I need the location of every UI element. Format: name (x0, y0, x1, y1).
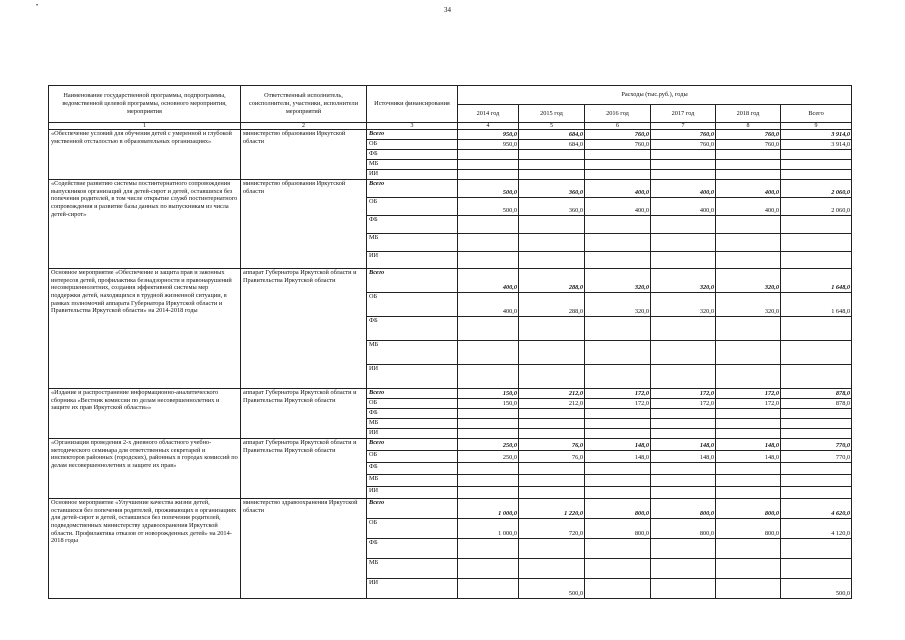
column-index: 3 (367, 123, 458, 130)
year-value-cell (585, 160, 651, 170)
year-value-cell (458, 429, 519, 439)
year-value-cell (716, 409, 781, 419)
funding-source: Всего (367, 180, 458, 198)
year-value-cell: 950,0 (458, 140, 519, 150)
header-name: Наименование государственной программы, подпрограммы, ведомственной целевой программы, основного мероприятия, мероприятия (49, 86, 241, 123)
measure-name: «Издание и распространение информационно-аналитического сборника «Вестник комиссии по делам несовершеннолетних и защите их прав Иркутской области»» (49, 389, 241, 439)
year-value-cell: 800,0 (585, 519, 651, 539)
column-index: 9 (781, 123, 852, 130)
total-cell (781, 475, 852, 487)
year-value-cell: 320,0 (585, 269, 651, 293)
funding-source: МБ (367, 234, 458, 252)
year-value-cell: 212,0 (519, 389, 585, 399)
total-cell: 2 060,0 (781, 198, 852, 216)
year-value-cell (458, 317, 519, 341)
year-value-cell (651, 419, 716, 429)
year-value-cell: 320,0 (716, 269, 781, 293)
year-value-cell: 1 220,0 (519, 499, 585, 519)
year-value-cell (458, 539, 519, 559)
total-cell: 770,0 (781, 451, 852, 463)
year-value-cell: 400,0 (716, 198, 781, 216)
year-value-cell (585, 579, 651, 599)
year-value-cell (651, 539, 716, 559)
year-value-cell: 288,0 (519, 269, 585, 293)
year-value-cell (651, 150, 716, 160)
year-value-cell (585, 559, 651, 579)
year-value-cell: 360,0 (519, 198, 585, 216)
total-cell (781, 409, 852, 419)
year-value-cell (519, 463, 585, 475)
total-cell: 3 914,0 (781, 140, 852, 150)
year-value-cell: 172,0 (585, 389, 651, 399)
year-value-cell: 800,0 (716, 519, 781, 539)
year-value-cell (651, 487, 716, 499)
year-value-cell: 172,0 (651, 399, 716, 409)
year-value-cell: 684,0 (519, 140, 585, 150)
funding-source: ОБ (367, 140, 458, 150)
funding-source: ОБ (367, 293, 458, 317)
year-value-cell: 1 000,0 (458, 499, 519, 519)
year-value-cell: 400,0 (716, 180, 781, 198)
total-cell (781, 429, 852, 439)
total-cell: 1 648,0 (781, 269, 852, 293)
year-value-cell (585, 252, 651, 269)
year-value-cell (716, 487, 781, 499)
funding-source: Всего (367, 389, 458, 399)
funding-source: МБ (367, 419, 458, 429)
year-value-cell (585, 341, 651, 365)
year-value-cell: 1 000,0 (458, 519, 519, 539)
year-value-cell (519, 409, 585, 419)
year-value-cell: 500,0 (458, 180, 519, 198)
measure-name: «Содействие развитию системы постинтернатного сопровождения выпускников организаций для детей-сирот и детей, оставшихся без попечения родителей, в том числе открытие служб постинтернатного сопровождения и развитие базы данных по выпускникам из числа детей-сирот» (49, 180, 241, 269)
measure-name: «Обеспечение условий для обучения детей с умеренной и глубокой умственной отсталостью в образовательных организациях» (49, 130, 241, 180)
year-value-cell: 684,0 (519, 130, 585, 140)
total-cell: 4 120,0 (781, 519, 852, 539)
table-row (49, 180, 852, 198)
year-value-cell (585, 487, 651, 499)
column-index: 7 (651, 123, 716, 130)
measure-executor: аппарат Губернатора Иркутской области и Правительства Иркутской области (241, 389, 367, 439)
year-value-cell (716, 463, 781, 475)
column-index: 4 (458, 123, 519, 130)
year-value-cell: 400,0 (458, 269, 519, 293)
year-value-cell: 148,0 (585, 439, 651, 451)
year-value-cell (651, 429, 716, 439)
year-value-cell: 172,0 (651, 389, 716, 399)
year-value-cell: 320,0 (716, 293, 781, 317)
total-cell: 878,0 (781, 389, 852, 399)
year-value-cell: 800,0 (651, 519, 716, 539)
total-cell (781, 150, 852, 160)
column-index: 1 (49, 123, 241, 130)
total-cell (781, 539, 852, 559)
table-row (49, 269, 852, 293)
year-value-cell (716, 475, 781, 487)
financing-table (48, 85, 852, 599)
total-cell (781, 170, 852, 180)
year-value-cell: 400,0 (458, 293, 519, 317)
year-value-cell (651, 216, 716, 234)
year-value-cell: 76,0 (519, 439, 585, 451)
year-value-cell (716, 150, 781, 160)
funding-source: ОБ (367, 451, 458, 463)
year-value-cell (716, 252, 781, 269)
total-cell (781, 317, 852, 341)
year-value-cell: 760,0 (651, 130, 716, 140)
column-index: 6 (585, 123, 651, 130)
year-value-cell (458, 170, 519, 180)
year-value-cell: 360,0 (519, 180, 585, 198)
header-year: 2017 год (651, 105, 716, 123)
measure-executor: министерство образования Иркутской области (241, 130, 367, 180)
funding-source: Всего (367, 269, 458, 293)
year-value-cell (519, 559, 585, 579)
year-value-cell (458, 365, 519, 389)
total-cell: 2 060,0 (781, 180, 852, 198)
funding-source: ФБ (367, 539, 458, 559)
year-value-cell (458, 463, 519, 475)
year-value-cell: 760,0 (585, 130, 651, 140)
funding-source: ФБ (367, 150, 458, 160)
year-value-cell: 150,0 (458, 389, 519, 399)
year-value-cell (716, 170, 781, 180)
measure-name: «Организация проведения 2-х дневного областного учебно-методического семинара для ответственных секретарей и инспекторов районных (городских), районных в городах комиссий по делам несовершеннолетних и защите их прав» (49, 439, 241, 499)
total-cell (781, 365, 852, 389)
year-value-cell (585, 234, 651, 252)
funding-source: МБ (367, 160, 458, 170)
total-cell (781, 559, 852, 579)
year-value-cell (519, 170, 585, 180)
year-value-cell (585, 463, 651, 475)
funding-source: Всего (367, 130, 458, 140)
year-value-cell (458, 216, 519, 234)
total-cell (781, 160, 852, 170)
funding-source: ФБ (367, 409, 458, 419)
year-value-cell (585, 429, 651, 439)
header-year: 2018 год (716, 105, 781, 123)
funding-source: МБ (367, 475, 458, 487)
total-cell (781, 234, 852, 252)
year-value-cell (458, 579, 519, 599)
year-value-cell (716, 365, 781, 389)
header-year: Всего (781, 105, 852, 123)
funding-source: ИИ (367, 252, 458, 269)
year-value-cell: 500,0 (519, 579, 585, 599)
header-source: Источники финансирования (367, 86, 458, 123)
year-value-cell (458, 409, 519, 419)
measure-name: Основное мероприятие «Улучшение качества жизни детей, оставшихся без попечения родителей, проживающих в организациях для детей-сирот и детей, оставшихся без попечения родителей, подведомственных министерству здравоохранения Иркутской области. Профилактика отказов от новорожденных детей» на 2014-2018 годы (49, 499, 241, 599)
funding-source: МБ (367, 559, 458, 579)
funding-source: ОБ (367, 519, 458, 539)
year-value-cell (519, 160, 585, 170)
year-value-cell (651, 463, 716, 475)
funding-source: МБ (367, 341, 458, 365)
total-cell (781, 252, 852, 269)
total-cell (781, 216, 852, 234)
column-index: 5 (519, 123, 585, 130)
year-value-cell (716, 559, 781, 579)
total-cell (781, 419, 852, 429)
year-value-cell: 400,0 (651, 198, 716, 216)
year-value-cell (519, 487, 585, 499)
year-value-cell (458, 475, 519, 487)
table-row (49, 439, 852, 451)
year-value-cell: 500,0 (458, 198, 519, 216)
year-value-cell (519, 341, 585, 365)
measure-name: Основное мероприятие «Обеспечение и защита прав и законных интересов детей, профилактика безнадзорности и правонарушений несовершеннолетних, создания эффективной системы мер поддержки детей, находящихся в трудной жизненной ситуации, в рамках полномочий аппарата Губернатора Иркутской области и Правительства Иркутской области» на 2014-2018 годы (49, 269, 241, 389)
year-value-cell (458, 252, 519, 269)
funding-source: ИИ (367, 170, 458, 180)
year-value-cell (651, 579, 716, 599)
year-value-cell: 400,0 (585, 180, 651, 198)
funding-source: ИИ (367, 429, 458, 439)
year-value-cell (585, 475, 651, 487)
year-value-cell: 76,0 (519, 451, 585, 463)
year-value-cell: 320,0 (585, 293, 651, 317)
year-value-cell (651, 341, 716, 365)
year-value-cell (458, 559, 519, 579)
year-value-cell: 800,0 (651, 499, 716, 519)
measure-executor: аппарат Губернатора Иркутской области и Правительства Иркутской области (241, 269, 367, 389)
header-year: 2014 год (458, 105, 519, 123)
year-value-cell (519, 429, 585, 439)
year-value-cell: 320,0 (651, 293, 716, 317)
year-value-cell (519, 216, 585, 234)
measure-executor: аппарат Губернатора Иркутской области и Правительства Иркутской области (241, 439, 367, 499)
year-value-cell (458, 234, 519, 252)
funding-source: ОБ (367, 399, 458, 409)
year-value-cell: 760,0 (716, 140, 781, 150)
header-year: 2015 год (519, 105, 585, 123)
year-value-cell: 250,0 (458, 451, 519, 463)
year-value-cell (716, 341, 781, 365)
year-value-cell (651, 475, 716, 487)
total-cell: 770,0 (781, 439, 852, 451)
measure-executor: министерство здравоохранения Иркутской области (241, 499, 367, 599)
total-cell (781, 487, 852, 499)
year-value-cell (716, 317, 781, 341)
total-cell: 3 914,0 (781, 130, 852, 140)
year-value-cell (585, 539, 651, 559)
year-value-cell: 148,0 (716, 451, 781, 463)
year-value-cell (716, 579, 781, 599)
funding-source: ИИ (367, 487, 458, 499)
year-value-cell: 800,0 (585, 499, 651, 519)
year-value-cell (716, 539, 781, 559)
year-value-cell (519, 150, 585, 160)
year-value-cell (716, 234, 781, 252)
table-row (49, 389, 852, 399)
year-value-cell (519, 252, 585, 269)
year-value-cell (458, 419, 519, 429)
year-value-cell: 760,0 (716, 130, 781, 140)
year-value-cell (458, 160, 519, 170)
year-value-cell (651, 365, 716, 389)
year-value-cell (585, 150, 651, 160)
year-value-cell (651, 317, 716, 341)
header-expenses: Расходы (тыс.руб.), годы (458, 86, 852, 105)
year-value-cell: 288,0 (519, 293, 585, 317)
year-value-cell (458, 150, 519, 160)
year-value-cell: 720,0 (519, 519, 585, 539)
funding-source: ФБ (367, 216, 458, 234)
year-value-cell: 400,0 (585, 198, 651, 216)
year-value-cell (519, 234, 585, 252)
year-value-cell (651, 252, 716, 269)
total-cell: 500,0 (781, 579, 852, 599)
scan-speck: • (36, 3, 39, 9)
total-cell: 1 648,0 (781, 293, 852, 317)
year-value-cell (585, 317, 651, 341)
year-value-cell (519, 539, 585, 559)
year-value-cell: 760,0 (651, 140, 716, 150)
year-value-cell (651, 559, 716, 579)
year-value-cell (585, 216, 651, 234)
funding-source: Всего (367, 439, 458, 451)
year-value-cell (716, 160, 781, 170)
year-value-cell: 800,0 (716, 499, 781, 519)
year-value-cell: 250,0 (458, 439, 519, 451)
header-year: 2016 год (585, 105, 651, 123)
year-value-cell: 950,0 (458, 130, 519, 140)
year-value-cell: 172,0 (585, 399, 651, 409)
total-cell (781, 341, 852, 365)
page-number: 34 (444, 6, 451, 14)
year-value-cell (651, 170, 716, 180)
year-value-cell: 400,0 (651, 180, 716, 198)
funding-source: ФБ (367, 317, 458, 341)
column-index: 2 (241, 123, 367, 130)
year-value-cell (519, 475, 585, 487)
funding-source: ФБ (367, 463, 458, 475)
year-value-cell (519, 317, 585, 341)
funding-source: ИИ (367, 579, 458, 599)
year-value-cell (585, 170, 651, 180)
year-value-cell: 172,0 (716, 389, 781, 399)
year-value-cell: 148,0 (716, 439, 781, 451)
table-row (49, 130, 852, 140)
year-value-cell: 212,0 (519, 399, 585, 409)
year-value-cell (651, 409, 716, 419)
year-value-cell (716, 429, 781, 439)
funding-source: ОБ (367, 198, 458, 216)
year-value-cell (458, 341, 519, 365)
year-value-cell (651, 234, 716, 252)
year-value-cell (585, 419, 651, 429)
year-value-cell: 760,0 (585, 140, 651, 150)
year-value-cell: 148,0 (651, 451, 716, 463)
column-index: 8 (716, 123, 781, 130)
year-value-cell (585, 409, 651, 419)
year-value-cell (458, 487, 519, 499)
funding-source: ИИ (367, 365, 458, 389)
year-value-cell (716, 419, 781, 429)
year-value-cell (651, 160, 716, 170)
year-value-cell: 150,0 (458, 399, 519, 409)
table-row (49, 499, 852, 519)
year-value-cell: 148,0 (585, 451, 651, 463)
total-cell: 878,0 (781, 399, 852, 409)
year-value-cell: 320,0 (651, 269, 716, 293)
measure-executor: министерство образования Иркутской области (241, 180, 367, 269)
total-cell: 4 620,0 (781, 499, 852, 519)
year-value-cell (519, 419, 585, 429)
header-executor: Ответственный исполнитель, соисполнители, участники, исполнители мероприятий (241, 86, 367, 123)
year-value-cell (716, 216, 781, 234)
year-value-cell (585, 365, 651, 389)
total-cell (781, 463, 852, 475)
funding-source: Всего (367, 499, 458, 519)
year-value-cell: 148,0 (651, 439, 716, 451)
year-value-cell: 172,0 (716, 399, 781, 409)
year-value-cell (519, 365, 585, 389)
